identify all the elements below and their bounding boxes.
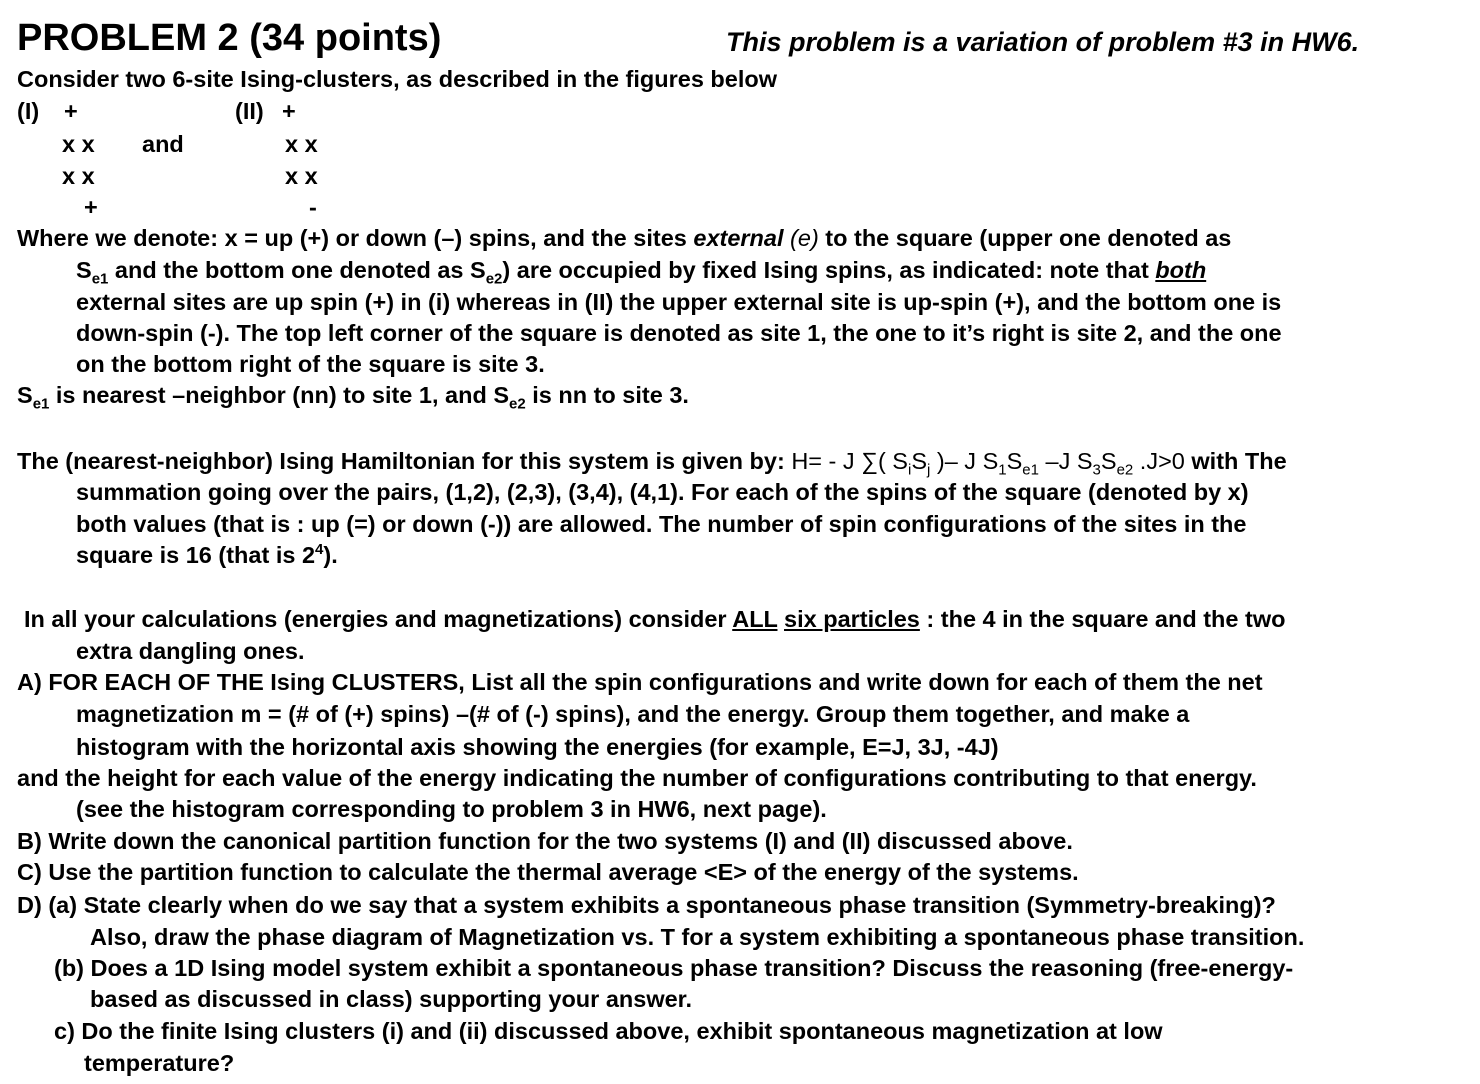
hamiltonian-line-3: both values (that is : up (=) or down (-)) are allowed. The number of spin configurations of the sites in the [76,511,1247,537]
figure-2-top-spin: + [282,98,296,124]
calc-line-1: In all your calculations (energies and magnetizations) consider ALL six particles : the 4 in the square and the two [24,606,1286,632]
figure-2-square-row-1: x x [285,131,318,157]
hamiltonian-line-1: The (nearest-neighbor) Ising Hamiltonian for this system is given by: H= - J ∑( $S_iS_j$ )– J $S_1S_{e1}$ –J $S_3S_{e2}$ .J>0 with The [17,448,1287,479]
figure-1-label: (I) [17,98,40,124]
figure-2-square-row-2: x x [285,163,318,189]
part-c: C) Use the partition function to calculate the thermal average <E> of the energy of the systems. [17,859,1079,885]
header-note: This problem is a variation of problem #3 in HW6. [726,27,1360,57]
where-line-3: external sites are up spin (+) in (i) whereas in (II) the upper external site is up-spin (+), and the bottom one is [76,289,1282,315]
part-d-line-6: temperature? [84,1050,235,1076]
where-line-5: on the bottom right of the square is site 3. [76,351,545,377]
figure-1-square-row-1: x x [62,131,95,157]
where-line-6: $S_{e1}$ is nearest –neighbor (nn) to site 1, and $S_{e2}$ is nn to site 3. [17,382,689,413]
part-b: B) Write down the canonical partition function for the two systems (I) and (II) discussed above. [17,828,1073,854]
where-line-2: $S_{e1}$ and the bottom one denoted as $S_{e2}$) are occupied by fixed Ising spins, as indicated: note that both [76,257,1207,288]
part-d-line-2: Also, draw the phase diagram of Magnetization vs. T for a system exhibiting a spontaneous phase transition. [90,924,1305,950]
figure-2-bottom-spin: - [309,194,317,220]
part-a-line-2: magnetization m = (# of (+) spins) –(# of (-) spins), and the energy. Group them together, and make a [76,701,1190,727]
hamiltonian-formula: H= - J ∑( $S_iS_j$ )– J $S_1S_{e1}$ –J $S_3S_{e2}$ .J>0 [791,448,1192,479]
hamiltonian-line-2: summation going over the pairs, (1,2), (2,3), (3,4), (4,1). For each of the spins of the square (denoted by x) [76,479,1249,505]
part-d-line-1: D) (a) State clearly when do we say that a system exhibits a spontaneous phase transition (Symmetry-breaking)? [17,892,1276,918]
calc-line-2: extra dangling ones. [76,638,305,664]
hamiltonian-line-4: square is 16 (that is $2^4$). [76,541,338,568]
part-a-line-1: A) FOR EACH OF THE Ising CLUSTERS, List all the spin configurations and write down for each of them the net [17,669,1263,695]
page-title: PROBLEM 2 (34 points) [17,17,442,59]
and-label: and [142,131,184,157]
where-line-4: down-spin (-). The top left corner of the square is denoted as site 1, the one to it’s right is site 2, and the one [76,320,1282,346]
figure-2-label: (II) [235,98,264,124]
part-a-line-5: (see the histogram corresponding to problem 3 in HW6, next page). [76,796,827,822]
part-d-line-5: c) Do the finite Ising clusters (i) and (ii) discussed above, exhibit spontaneous magnetization at low [54,1018,1163,1044]
figure-1-square-row-2: x x [62,163,95,189]
figure-1-bottom-spin: + [84,194,98,220]
part-a-line-4: and the height for each value of the energy indicating the number of configurations contributing to that energy. [17,765,1257,791]
part-d-line-4: based as discussed in class) supporting your answer. [90,986,693,1012]
where-line-1: Where we denote: x = up (+) or down (–) spins, and the sites external (e) to the square (upper one denoted as [17,225,1232,251]
part-a-line-3: histogram with the horizontal axis showing the energies (for example, E=J, 3J, -4J) [76,734,999,760]
figure-1-top-spin: + [64,98,78,124]
part-d-line-3: (b) Does a 1D Ising model system exhibit a spontaneous phase transition? Discuss the reasoning (free-energy- [54,955,1294,981]
intro-text: Consider two 6-site Ising-clusters, as described in the figures below [17,66,778,92]
